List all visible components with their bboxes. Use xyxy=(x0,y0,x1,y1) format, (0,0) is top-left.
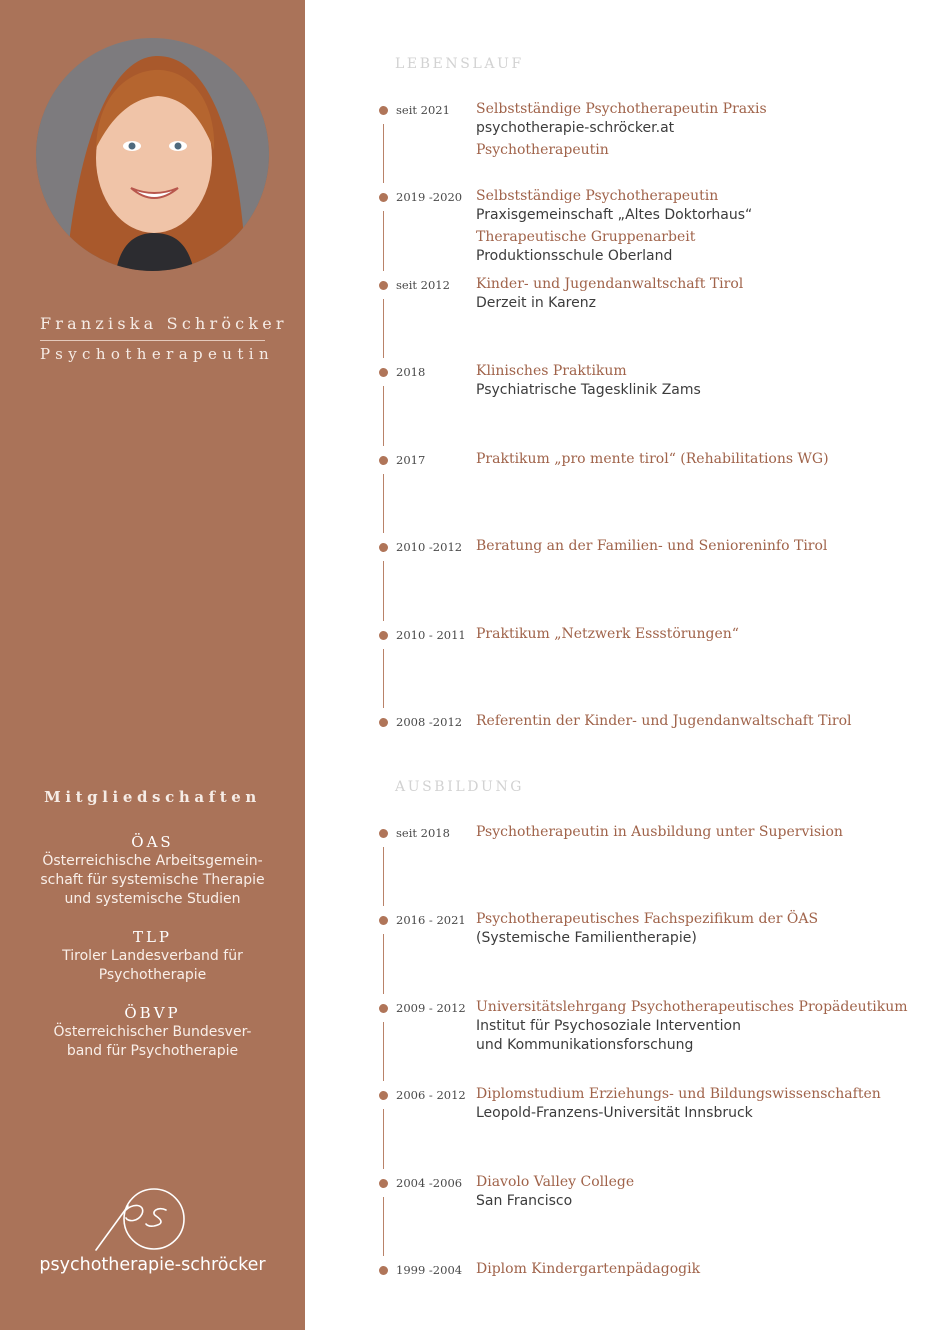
timeline-entry xyxy=(0,100,940,160)
entry-subtitle: Institut für Psychosoziale Intervention xyxy=(476,1018,741,1034)
name-divider xyxy=(40,340,265,341)
entry-content xyxy=(476,187,926,266)
membership-desc-line: und systemische Studien xyxy=(64,891,241,907)
timeline-entry xyxy=(0,187,940,264)
entry-date: seit 2012 xyxy=(396,278,450,292)
entry-date: 2018 xyxy=(396,365,426,379)
entry-subtitle: Derzeit in Karenz xyxy=(476,295,596,311)
entry-content xyxy=(476,712,926,731)
membership-desc-line: Psychotherapie xyxy=(98,967,207,983)
entry-date: 2010 - 2011 xyxy=(396,628,466,642)
person-name: Franziska Schröcker xyxy=(40,314,288,333)
entry-date: 2010 -2012 xyxy=(396,540,463,554)
entry-title: Psychotherapeutisches Fachspezifikum der ÖAS xyxy=(476,911,819,927)
memberships-heading: Mitgliedschaften xyxy=(44,788,261,806)
timeline-dot xyxy=(379,456,388,465)
timeline-dot xyxy=(379,1091,388,1100)
entry-content xyxy=(476,1085,926,1123)
entry-content xyxy=(476,998,926,1055)
membership-abbr: TLP xyxy=(132,928,173,946)
entry-subtitle: (Systemische Familientherapie) xyxy=(476,930,697,946)
entry-subtitle: Psychiatrische Tagesklinik Zams xyxy=(476,382,701,398)
entry-content xyxy=(476,537,926,556)
timeline-entry xyxy=(0,362,940,422)
entry-title: Beratung an der Familien- und Senioreninfo Tirol xyxy=(476,538,828,554)
timeline-entry xyxy=(0,823,940,883)
entry-date: seit 2018 xyxy=(396,826,450,840)
entry-content xyxy=(476,625,926,644)
entry-content xyxy=(476,1260,926,1279)
entry-title: Psychotherapeutin in Ausbildung unter Supervision xyxy=(476,824,843,840)
entry-title: Praktikum „Netzwerk Essstörungen“ xyxy=(476,626,739,642)
timeline-dot xyxy=(379,1179,388,1188)
entry-date: 2017 xyxy=(396,453,426,467)
entry-subtitle: psychotherapie-schröcker.at xyxy=(476,120,675,136)
timeline-entry xyxy=(0,998,940,1058)
timeline-dot xyxy=(379,281,388,290)
entry-title: Selbstständige Psychotherapeutin xyxy=(476,188,719,204)
entry-subtitle: Leopold-Franzens-Universität Innsbruck xyxy=(476,1105,753,1121)
section-title-lebenslauf: LEBENSLAUF xyxy=(395,56,524,72)
timeline-entry xyxy=(0,910,940,970)
entry-title: Klinisches Praktikum xyxy=(476,363,627,379)
timeline-dot xyxy=(379,1266,388,1275)
entry-subtitle: und Kommunikationsforschung xyxy=(476,1037,694,1053)
timeline-dot xyxy=(379,193,388,202)
entry-title: Kinder- und Jugendanwaltschaft Tirol xyxy=(476,276,744,292)
timeline-entry xyxy=(0,275,940,335)
membership-desc-line: Tiroler Landesverband für xyxy=(62,948,243,964)
membership-desc-line: Österreichischer Bundesver- xyxy=(53,1024,252,1040)
entry-title: Diplom Kindergartenpädagogik xyxy=(476,1261,701,1277)
entry-title: Diplomstudium Erziehungs- und Bildungswissenschaften xyxy=(476,1086,881,1102)
timeline-dot xyxy=(379,718,388,727)
section-title-ausbildung: AUSBILDUNG xyxy=(395,779,525,795)
person-role: Psychotherapeutin xyxy=(40,345,275,363)
timeline-entry xyxy=(0,450,940,510)
entry-content xyxy=(476,450,926,469)
timeline-entry xyxy=(0,537,940,597)
timeline-dot xyxy=(379,631,388,640)
timeline-entry xyxy=(0,1260,940,1320)
entry-title: Praktikum „pro mente tirol“ (Rehabilitations WG) xyxy=(476,451,829,467)
entry-date: seit 2021 xyxy=(396,103,450,117)
timeline-entry xyxy=(0,625,940,685)
entry-title: Selbstständige Psychotherapeutin Praxis xyxy=(476,101,767,117)
entry-subtitle: San Francisco xyxy=(476,1193,573,1209)
membership-desc-line: Österreichische Arbeitsgemein- xyxy=(42,853,263,869)
entry-date: 2006 - 2012 xyxy=(396,1088,466,1102)
entry-content xyxy=(476,362,926,400)
entry-content xyxy=(476,910,926,948)
entry-date: 2019 -2020 xyxy=(396,190,463,204)
entry-content xyxy=(476,100,926,160)
timeline-dot xyxy=(379,368,388,377)
entry-content xyxy=(476,1173,926,1211)
entry-title: Universitätslehrgang Psychotherapeutisches Propädeutikum xyxy=(476,999,908,1015)
membership-desc-line: band für Psychotherapie xyxy=(66,1043,239,1059)
membership-abbr: ÖAS xyxy=(131,833,174,851)
entry-date: 2004 -2006 xyxy=(396,1176,463,1190)
entry-date: 2008 -2012 xyxy=(396,715,463,729)
timeline-dot xyxy=(379,543,388,552)
entry-subtitle: Praxisgemeinschaft „Altes Doktorhaus“ xyxy=(476,207,753,223)
timeline-entry xyxy=(0,712,940,772)
logo-wordmark: psychotherapie-schröcker xyxy=(39,1255,266,1275)
timeline-entry xyxy=(0,1173,940,1233)
entry-date: 2009 - 2012 xyxy=(396,1001,466,1015)
membership-desc-line: schaft für systemische Therapie xyxy=(40,872,265,888)
entry-title: Referentin der Kinder- und Jugendanwaltschaft Tirol xyxy=(476,713,852,729)
entry-date: 1999 -2004 xyxy=(396,1263,463,1277)
entry-date: 2016 - 2021 xyxy=(396,913,466,927)
timeline-entry xyxy=(0,1085,940,1145)
entry-title: Diavolo Valley College xyxy=(476,1174,635,1190)
entry-title-secondary: Psychotherapeutin xyxy=(476,142,609,158)
timeline-dot xyxy=(379,829,388,838)
entry-content xyxy=(476,823,926,842)
membership-abbr: ÖBVP xyxy=(124,1004,181,1022)
timeline-dot xyxy=(379,916,388,925)
entry-title-secondary: Therapeutische Gruppenarbeit xyxy=(476,229,696,245)
timeline-dot xyxy=(379,106,388,115)
entry-subtitle-secondary: Produktionsschule Oberland xyxy=(476,248,673,264)
timeline-dot xyxy=(379,1004,388,1013)
entry-content xyxy=(476,275,926,313)
